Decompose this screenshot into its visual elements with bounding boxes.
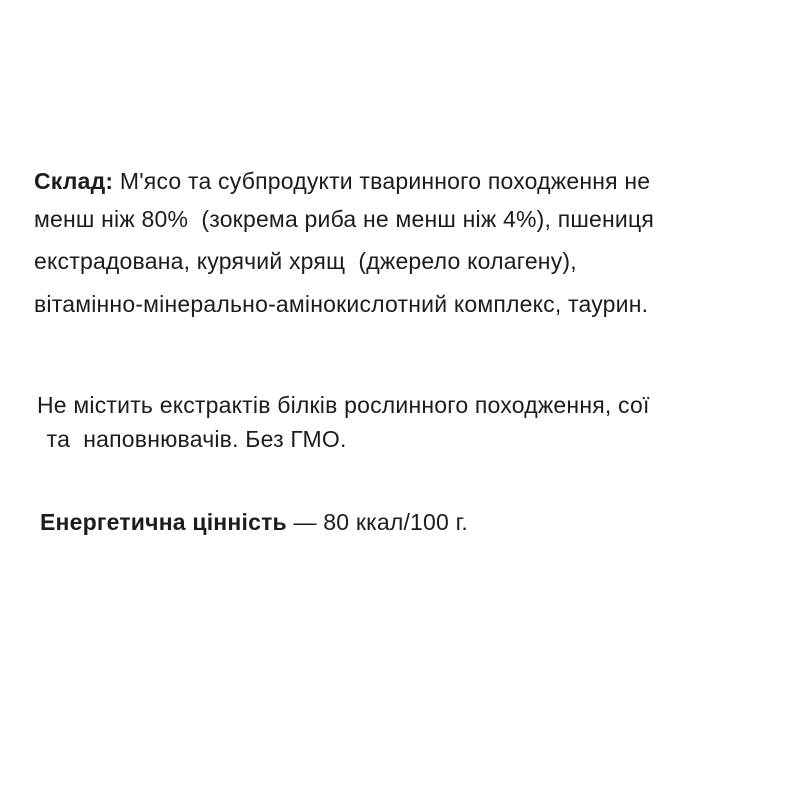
- notice-line-2: та наповнювачів. Без ГМО.: [40, 426, 347, 452]
- energy-line: [40, 507, 468, 537]
- notice-line-1: Не містить екстрактів білків рослинного походження, сої: [37, 392, 650, 418]
- energy-label: Енергетична цінність: [40, 509, 287, 535]
- composition-line-4: вітамінно-мінерально-амінокислотний комплекс, таурин.: [34, 291, 649, 317]
- composition-line-3: екстрадована, курячий хрящ (джерело колагену),: [34, 248, 577, 274]
- energy-value: — 80 ккал/100 г.: [286, 509, 468, 535]
- composition-line-2: менш ніж 80% (зокрема риба не менш ніж 4%), пшениця: [34, 206, 654, 232]
- composition-text-1: М'ясо та субпродукти тваринного походження не: [113, 168, 651, 194]
- composition-label: Склад:: [34, 168, 114, 194]
- composition-line-1: [34, 166, 650, 196]
